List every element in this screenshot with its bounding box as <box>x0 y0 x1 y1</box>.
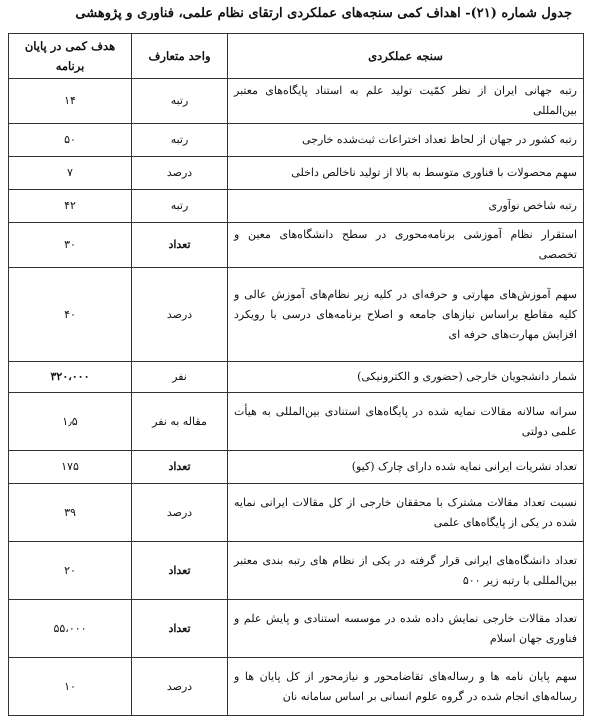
target-cell: ۵۵،۰۰۰ <box>9 600 132 658</box>
target-cell: ۵۰ <box>9 124 132 157</box>
indicator-cell: سهم آموزش‌های مهارتی و حرفه‌ای در کلیه زیر نظام‌های آموزش عالی و کلیه مقاطع براساس نیازهای جامعه و اصلاح برنامه‌های درسی با رویکرد افزایش مهارت‌های حرفه ای <box>228 268 584 362</box>
target-cell: ۳۰ <box>9 223 132 268</box>
table-row <box>9 124 584 157</box>
indicator-cell: تعداد دانشگاه‌های ایرانی قرار گرفته در یکی از نظام های رتبه بندی معتبر بین‌المللی با رتبه زیر ۵۰۰ <box>228 542 584 600</box>
table-row <box>9 484 584 542</box>
table-row <box>9 362 584 393</box>
header-indicator: سنجه عملکردی <box>228 34 584 79</box>
target-cell: ۱۴ <box>9 79 132 124</box>
unit-cell: رتبه <box>132 124 228 157</box>
indicator-cell: رتبه شاخص نوآوری <box>228 190 584 223</box>
header-unit: واحد متعارف <box>132 34 228 79</box>
indicator-cell: رتبه جهانی ایران از نظر کمّیت تولید علم به استناد پایگاه‌های معتبر بین‌المللی <box>228 79 584 124</box>
indicator-cell: تعداد مقالات خارجی نمایش داده شده در موسسه استنادی و پایش علم و فناوری جهان اسلام <box>228 600 584 658</box>
unit-cell: رتبه <box>132 79 228 124</box>
target-cell: ۷ <box>9 157 132 190</box>
target-cell: ۴۲ <box>9 190 132 223</box>
target-cell: ۲۰ <box>9 542 132 600</box>
target-cell: ۱۷۵ <box>9 451 132 484</box>
table-row <box>9 600 584 658</box>
indicator-cell: استقرار نظام آموزشی برنامه‌محوری در سطح دانشگاه‌های معین و تخصصی <box>228 223 584 268</box>
table-row <box>9 393 584 451</box>
table-row <box>9 542 584 600</box>
indicator-cell: نسبت تعداد مقالات مشترک با محققان خارجی از کل مقالات ایرانی نمایه شده در یکی از پایگاه‌های علمی <box>228 484 584 542</box>
target-cell: ۱٫۵ <box>9 393 132 451</box>
unit-cell: درصد <box>132 658 228 716</box>
unit-cell: نفر <box>132 362 228 393</box>
unit-cell: تعداد <box>132 600 228 658</box>
table-row <box>9 157 584 190</box>
table-row <box>9 79 584 124</box>
indicator-cell: سهم محصولات با فناوری متوسط به بالا از تولید ناخالص داخلی <box>228 157 584 190</box>
table-header-row <box>9 34 584 79</box>
indicator-cell: سرانه سالانه مقالات نمایه شده در پایگاه‌های استنادی بین‌المللی به هیأت علمی دولتی <box>228 393 584 451</box>
target-cell: ۴۰ <box>9 268 132 362</box>
indicator-cell: تعداد نشریات ایرانی نمایه شده دارای چارک (کیو) <box>228 451 584 484</box>
target-cell: ۱۰ <box>9 658 132 716</box>
indicator-cell: سهم پایان نامه ها و رساله‌های تقاضامحور و نیازمحور از کل پایان ها و رساله‌های انجام شده در گروه علوم انسانی بر اساس سامانه نان <box>228 658 584 716</box>
unit-cell: مقاله به نفر <box>132 393 228 451</box>
table-row <box>9 223 584 268</box>
table-row <box>9 451 584 484</box>
table-row <box>9 268 584 362</box>
unit-cell: درصد <box>132 268 228 362</box>
targets-table <box>8 33 584 716</box>
unit-cell: تعداد <box>132 542 228 600</box>
table-row <box>9 658 584 716</box>
unit-cell: تعداد <box>132 451 228 484</box>
indicator-cell: شمار دانشجویان خارجی (حضوری و الکترونیکی) <box>228 362 584 393</box>
table-caption: جدول شماره (۲۱)- اهداف کمی سنجه‌های عملکردی ارتقای نظام علمی، فناوری و پژوهشی <box>75 6 572 21</box>
target-cell: ۳۹ <box>9 484 132 542</box>
target-cell: ۳۲۰،۰۰۰ <box>9 362 132 393</box>
unit-cell: رتبه <box>132 190 228 223</box>
header-target: هدف کمی در پایان برنامه <box>9 34 132 79</box>
unit-cell: تعداد <box>132 223 228 268</box>
unit-cell: درصد <box>132 484 228 542</box>
unit-cell: درصد <box>132 157 228 190</box>
table-row <box>9 190 584 223</box>
indicator-cell: رتبه کشور در جهان از لحاظ تعداد اختراعات ثبت‌شده خارجی <box>228 124 584 157</box>
